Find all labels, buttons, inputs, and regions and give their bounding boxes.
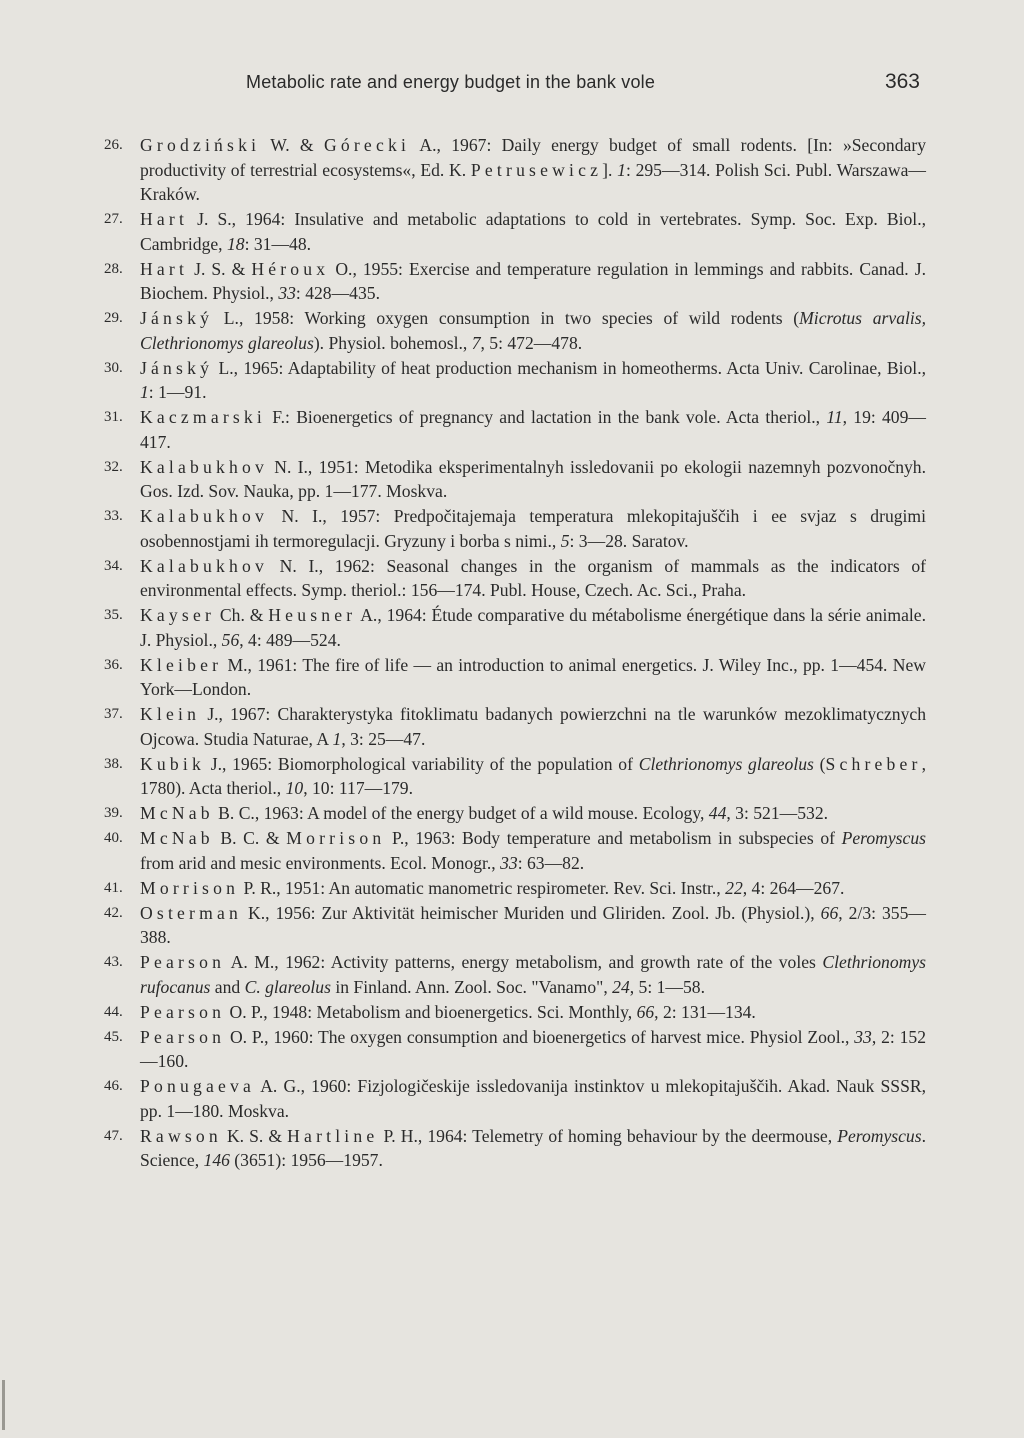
reference-number: 46. [104, 1078, 123, 1094]
reference-number: 33. [104, 508, 123, 524]
reference-text: Pearson O. P., 1960: The oxygen consumption and bioenergetics of harvest mice. Physiol Zool., 33, 2: 152—160. [140, 1026, 926, 1071]
reference-list [104, 133, 926, 1173]
reference-number: 39. [104, 805, 123, 821]
reference-text: Grodziński W. & Górecki A., 1967: Daily energy budget of small rodents. [In: »Secondary productivity of terrestrial ecosystems«, Ed. K. Petrusewicz]. 1: 295—314. Polish Sci. Publ. Warszawa—Kraków. [140, 135, 927, 204]
reference-number: 41. [104, 879, 123, 896]
reference-item [104, 950, 926, 999]
page-header [246, 70, 926, 100]
reference-item [104, 702, 926, 751]
reference-number: 28. [104, 260, 123, 277]
reference-text: Pearson O. P., 1948: Metabolism and bioenergetics. Sci. Monthly, 66, 2: 131—134. [140, 1001, 756, 1022]
reference-text: Kubik J., 1965: Biomorphological variability of the population of Clethrionomys glareolus (Schreber, 1780). Acta theriol., 10, 10: 117—179. [140, 753, 926, 798]
reference-number: 26. [104, 137, 123, 153]
reference-item [104, 1025, 926, 1074]
reference-item [104, 356, 926, 405]
reference-number: 36. [104, 656, 123, 673]
reference-number: 43. [104, 954, 123, 970]
reference-text: Kleiber M., 1961: The fire of life — an introduction to animal energetics. J. Wiley Inc., pp. 1—454. New York—London. [140, 654, 926, 699]
reference-item [104, 133, 926, 207]
reference-item [104, 1124, 926, 1173]
reference-number: 34. [104, 557, 123, 574]
reference-text: Morrison P. R., 1951: An automatic manometric respirometer. Rev. Sci. Instr., 22, 4: 264—267. [140, 877, 845, 898]
reference-text: McNab B. C. & Morrison P., 1963: Body temperature and metabolism in subspecies of Peromyscus from arid and mesic environments. Ecol. Monogr., 33: 63—82. [140, 828, 926, 873]
reference-number: 30. [104, 359, 123, 376]
reference-item [104, 504, 926, 553]
reference-item [104, 405, 926, 454]
reference-number: 32. [104, 458, 123, 475]
reference-text: Kalabukhov N. I., 1957: Predpočitajemaja temperatura mlekopitajuščih i ee svjaz s drugimi osobennostjami ih termoregulacji. Gryzuny i borba s nimi., 5: 3—28. Saratov. [140, 506, 926, 551]
reference-item [104, 257, 926, 306]
reference-item [104, 554, 926, 603]
reference-text: Pearson A. M., 1962: Activity patterns, energy metabolism, and growth rate of the voles Clethrionomys rufocanus and C. glareolus in Finland. Ann. Zool. Soc. "Vanamo", 24, 5: 1—58. [140, 952, 926, 997]
reference-number: 37. [104, 706, 123, 722]
reference-text: McNab B. C., 1963: A model of the energy budget of a wild mouse. Ecology, 44, 3: 521—532. [140, 803, 829, 823]
reference-text: Kalabukhov N. I., 1951: Metodika eksperimentalnyh issledovanii po ekologii nazemnyh pozvonočnyh. Gos. Izd. Sov. Nauka, pp. 1—177. Moskva. [140, 456, 926, 501]
page-number: 363 [884, 70, 920, 93]
reference-number: 47. [104, 1127, 123, 1144]
reference-item [104, 876, 926, 901]
reference-item [104, 603, 926, 652]
reference-text: Hart J. S., 1964: Insulative and metabolic adaptations to cold in vertebrates. Symp. Soc. Exp. Biol., Cambridge, 18: 31—48. [140, 209, 926, 254]
reference-item [104, 306, 926, 355]
reference-text: Ponugaeva A. G., 1960: Fizjologičeskije issledovanija instinktov u mlekopitajuščih. Akad. Nauk SSSR, pp. 1—180. Moskva. [140, 1076, 926, 1121]
running-title: Metabolic rate and energy budget in the bank vole [246, 72, 656, 92]
reference-item [104, 826, 926, 875]
reference-item [104, 752, 926, 801]
reference-item [104, 653, 926, 702]
reference-text: Rawson K. S. & Hartline P. H., 1964: Telemetry of homing behaviour by the deermouse, Peromyscus. Science, 146 (3651): 1956—1957. [140, 1125, 926, 1170]
reference-number: 42. [104, 904, 123, 921]
reference-text: Kalabukhov N. I., 1962: Seasonal changes in the organism of mammals as the indicators of environmental effects. Symp. theriol.: 156—174. Publ. House, Czech. Ac. Sci., Praha. [140, 555, 926, 600]
reference-text: Osterman K., 1956: Zur Aktivität heimischer Muriden und Gliriden. Zool. Jb. (Physiol.), 66, 2/3: 355—388. [140, 902, 926, 947]
reference-number: 38. [104, 755, 123, 772]
reference-text: Jánský L., 1958: Working oxygen consumption in two species of wild rodents (Microtus arvalis, Clethrionomys glareolus). Physiol. bohemosl., 7, 5: 472—478. [140, 308, 927, 353]
reference-number: 40. [104, 830, 123, 846]
reference-text: Kaczmarski F.: Bioenergetics of pregnancy and lactation in the bank vole. Acta theriol., 11, 19: 409—417. [140, 407, 926, 452]
reference-item [104, 901, 926, 950]
reference-number: 27. [104, 211, 123, 227]
reference-text: Hart J. S. & Héroux O., 1955: Exercise and temperature regulation in lemmings and rabbits. Canad. J. Biochem. Physiol., 33: 428—435. [140, 258, 926, 303]
reference-text: Kayser Ch. & Heusner A., 1964: Étude comparative du métabolisme énergétique dans la série animale. J. Physiol., 56, 4: 489—524. [140, 605, 927, 650]
reference-item [104, 1000, 926, 1025]
reference-number: 45. [104, 1028, 123, 1045]
reference-text: Jánský L., 1965: Adaptability of heat production mechanism in homeotherms. Acta Univ. Carolinae, Biol., 1: 1—91. [140, 357, 926, 402]
reference-item [104, 801, 926, 826]
reference-item [104, 455, 926, 504]
reference-number: 29. [104, 310, 123, 326]
reference-text: Klein J., 1967: Charakterystyka fitoklimatu badanych powierzchni na tle warunków mezoklimatycznych Ojcowa. Studia Naturae, A 1, 3: 25—47. [140, 704, 926, 749]
reference-number: 35. [104, 607, 123, 623]
reference-item [104, 207, 926, 256]
reference-number: 31. [104, 409, 123, 425]
scan-edge-mark [2, 1380, 5, 1430]
reference-item [104, 1074, 926, 1123]
reference-number: 44. [104, 1003, 123, 1020]
